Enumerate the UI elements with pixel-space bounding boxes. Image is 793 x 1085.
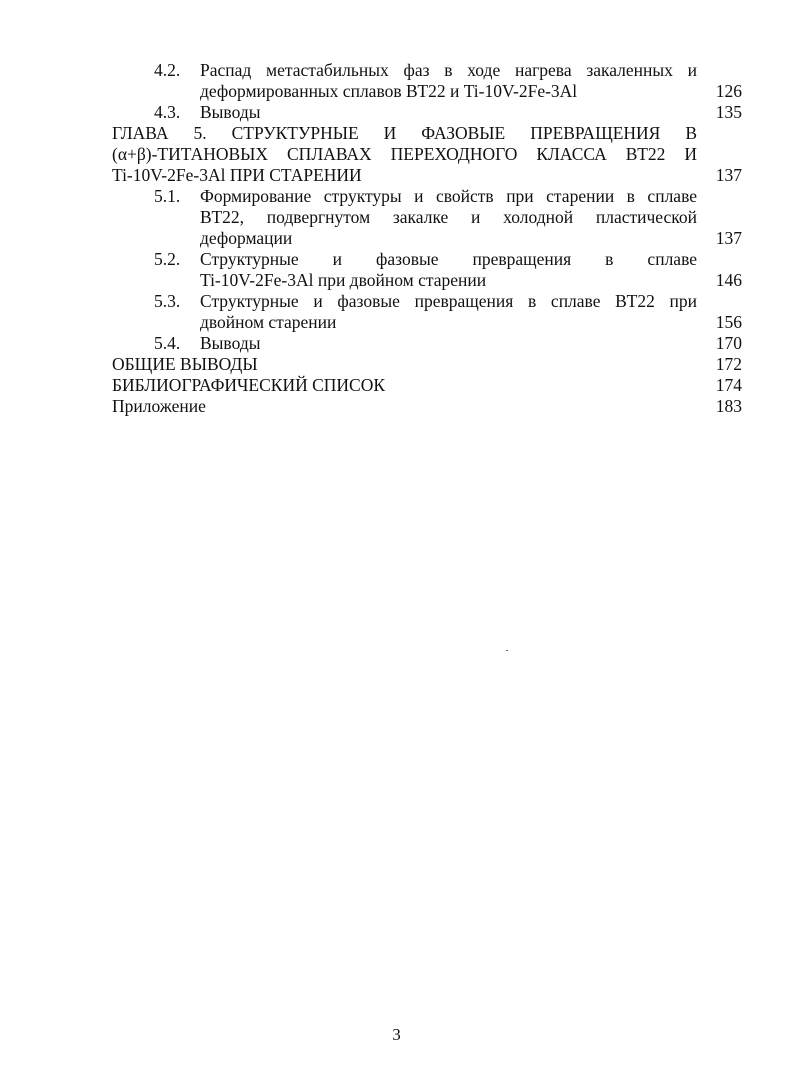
toc-entry-number: 5.4. (154, 333, 181, 353)
toc-entry-4-2 (112, 60, 742, 102)
toc-page-number: 126 (715, 81, 742, 101)
toc-bibliography (112, 375, 742, 396)
toc-entry-title-line: Выводы (200, 333, 261, 353)
toc-page-number: 135 (715, 102, 742, 122)
toc-appendix (112, 396, 742, 417)
toc-entry-5-1 (112, 186, 742, 249)
toc-chapter-title-line: БИБЛИОГРАФИЧЕСКИЙ СПИСОК (112, 375, 386, 395)
scan-speck (506, 650, 508, 651)
toc-chapter-title-line: Приложение (112, 396, 206, 416)
toc-entry-number: 4.3. (154, 102, 181, 122)
toc-entry-title-line: Выводы (200, 102, 261, 122)
toc-page-number: 183 (715, 396, 742, 416)
toc-entry-title-line: двойном старении (200, 312, 337, 332)
toc-entry-number: 5.2. (154, 249, 181, 269)
toc-chapter-5 (112, 123, 742, 186)
toc-entry-number: 5.1. (154, 186, 181, 206)
toc-entry-5-2 (112, 249, 742, 291)
toc-page-number: 156 (715, 312, 742, 332)
toc-entry-title-line: ВТ22, подвергнутом закалке и холодной пластической (200, 207, 697, 227)
toc-entry-title-line: Структурные и фазовые превращения в сплаве ВТ22 при (200, 291, 697, 311)
toc-page-number: 170 (715, 333, 742, 353)
toc-entry-title-line: Распад метастабильных фаз в ходе нагрева закаленных и (200, 60, 697, 80)
toc-entry-title-line: Структурные и фазовые превращения в сплаве (200, 249, 697, 269)
toc-chapter-title-line: ОБЩИЕ ВЫВОДЫ (112, 354, 258, 374)
toc-entry-title-line: Формирование структуры и свойств при старении в сплаве (200, 186, 697, 206)
toc-page-number: 174 (715, 375, 742, 395)
toc-entry-title-line: Ti-10V-2Fe-3Al при двойном старении (200, 270, 487, 290)
toc-entry-5-4 (112, 333, 742, 354)
toc-page-number: 137 (715, 228, 742, 248)
toc-chapter-title-line: (α+β)-ТИТАНОВЫХ СПЛАВАХ ПЕРЕХОДНОГО КЛАССА ВТ22 И (112, 144, 697, 164)
toc-entry-5-3 (112, 291, 742, 333)
toc-chapter-title-line: ГЛАВА 5. СТРУКТУРНЫЕ И ФАЗОВЫЕ ПРЕВРАЩЕНИЯ В (112, 123, 697, 143)
toc-general-conclusions (112, 354, 742, 375)
toc-page-number: 137 (715, 165, 742, 185)
toc-entry-4-3 (112, 102, 742, 123)
toc-page-number: 172 (715, 354, 742, 374)
toc-chapter-title-line: Ti-10V-2Fe-3Al ПРИ СТАРЕНИИ (112, 165, 362, 185)
toc-entry-title-line: деформированных сплавов ВТ22 и Ti-10V-2Fe-3Al (200, 81, 578, 101)
toc-entry-number: 5.3. (154, 291, 181, 311)
toc-page-number: 146 (715, 270, 742, 290)
table-of-contents (112, 60, 742, 417)
page-number-footer: 3 (392, 1025, 401, 1044)
toc-entry-title-line: деформации (200, 228, 293, 248)
toc-entry-number: 4.2. (154, 60, 181, 80)
